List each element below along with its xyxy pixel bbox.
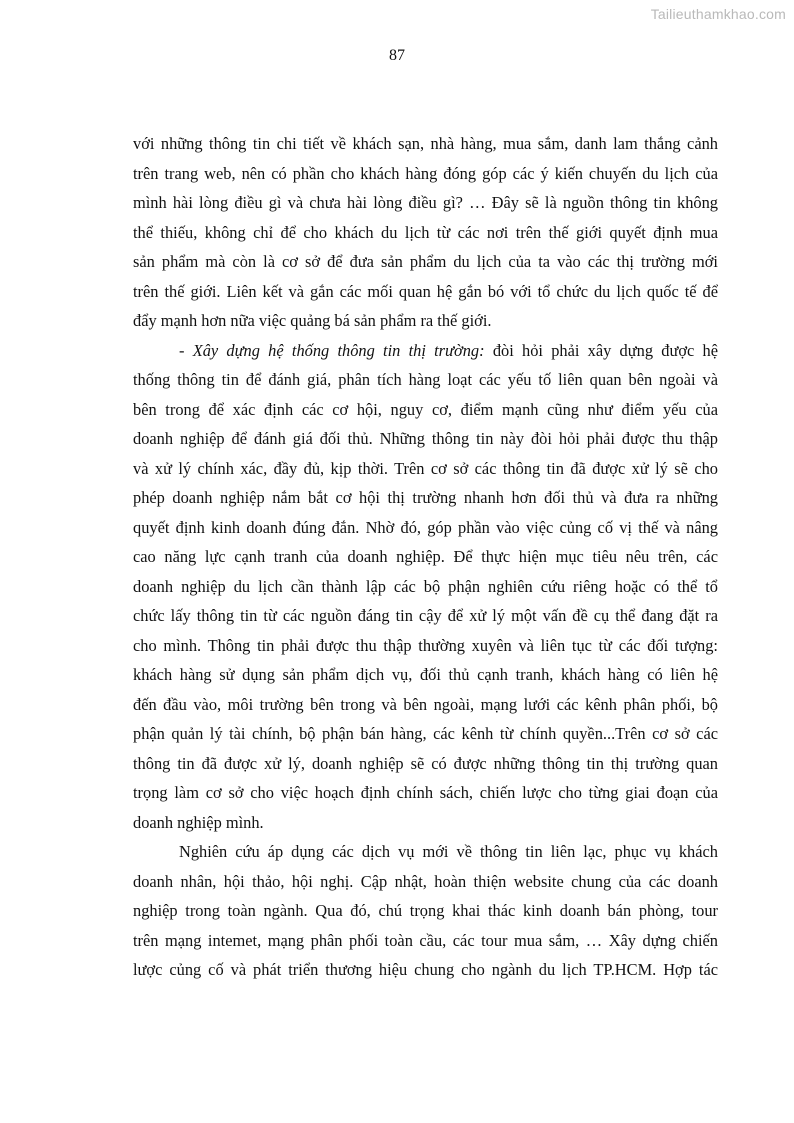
text-line: thống thông tin để đánh giá, phân tích hàng loạt các yếu tố liên quan bên ngoài và	[133, 370, 718, 389]
section-first-line	[133, 336, 718, 366]
text-line: thể thiếu, không chỉ để cho khách du lịch từ các nơi trên thế giới quyết định mua	[133, 222, 718, 242]
section-heading: - Xây dựng hệ thống thông tin thị trường:	[179, 340, 485, 360]
text-line: mình hài lòng điều gì và chưa hài lòng điều gì? … Đây sẽ là nguồn thông tin không	[133, 193, 718, 212]
text-line: bên trong để xác định các cơ hội, nguy cơ, điểm mạnh cũng như điểm yếu của	[133, 399, 718, 419]
text-fragment: đòi hỏi phải xây dựng được hệ	[484, 340, 718, 360]
watermark: Tailieuthamkhao.com	[650, 6, 786, 22]
text-line: sản phẩm mà còn là cơ sở để đưa sản phẩm du lịch của ta vào các thị trường mới	[133, 252, 718, 271]
text-line: phận quản lý tài chính, bộ phận bán hàng, các kênh từ chính quyền...Trên cơ sở các	[133, 724, 718, 743]
text-line: và xử lý chính xác, đầy đủ, kịp thời. Trên cơ sở các thông tin đã được xử lý sẽ cho	[133, 458, 718, 478]
text-line: doanh nghiệp du lịch cần thành lập các bộ phận nghiên cứu riêng hoặc có thể tổ	[133, 576, 718, 596]
text-line: với những thông tin chi tiết về khách sạn, nhà hàng, mua sắm, danh lam thắng cảnh	[133, 134, 718, 153]
text-line: phép doanh nghiệp nắm bắt cơ hội thị trường nhanh hơn đối thủ và đưa ra những	[133, 488, 718, 507]
text-line: trên mạng intemet, mạng phân phối toàn cầu, các tour mua sắm, … Xây dựng chiến	[133, 930, 718, 950]
page-number: 87	[389, 47, 405, 64]
text-line: cao năng lực cạnh tranh của doanh nghiệp. Để thực hiện mục tiêu nêu trên, các	[133, 547, 718, 566]
text-line: trọng làm cơ sở cho việc hoạch định chính sách, chiến lược cho từng giai đoạn của	[133, 783, 718, 802]
text-line: doanh nhân, hội thảo, hội nghị. Cập nhật, hoàn thiện website chung của các doanh	[133, 871, 718, 891]
text-line: doanh nghiệp mình.	[133, 812, 264, 832]
text-line: lược củng cố và phát triển thương hiệu chung cho ngành du lịch TP.HCM. Hợp tác	[133, 960, 718, 979]
text-line: doanh nghiệp để đánh giá đối thủ. Những thông tin này đòi hỏi phải được thu thập	[133, 429, 718, 448]
text-line: trên thế giới. Liên kết và gắn các mối quan hệ gắn bó với tổ chức du lịch quốc tế để	[133, 281, 718, 301]
text-line: Nghiên cứu áp dụng các dịch vụ mới về thông tin liên lạc, phục vụ khách	[179, 842, 718, 861]
text-line: đẩy mạnh hơn nữa việc quảng bá sản phẩm ra thế giới.	[133, 311, 492, 330]
text-line: khách hàng sử dụng sản phẩm dịch vụ, đối thủ cạnh tranh, khách hàng có liên hệ	[133, 665, 718, 684]
text-line: quyết định kinh doanh đúng đắn. Nhờ đó, góp phần vào việc củng cố vị thế và nâng	[133, 517, 718, 537]
text-line: chức lấy thông tin từ các nguồn đáng tin cậy để xử lý một vấn đề cụ thể đang đặt ra	[133, 606, 718, 625]
text-line: cho mình. Thông tin phải được thu thập thường xuyên và liên tục từ các đối tượng:	[133, 635, 718, 655]
text-line: nghiệp trong toàn ngành. Qua đó, chú trọng khai thác kinh doanh bán phòng, tour	[133, 901, 718, 920]
text-line: đến đầu vào, môi trường bên trong và bên ngoài, mạng lưới các kênh phân phối, bộ	[133, 694, 718, 714]
text-line: trên trang web, nên có phần cho khách hàng đóng góp các ý kiến chuyến du lịch của	[133, 163, 718, 183]
page-body	[133, 129, 718, 985]
text-line: thông tin đã được xử lý, doanh nghiệp sẽ có được những thông tin thị trường quan	[133, 753, 718, 773]
